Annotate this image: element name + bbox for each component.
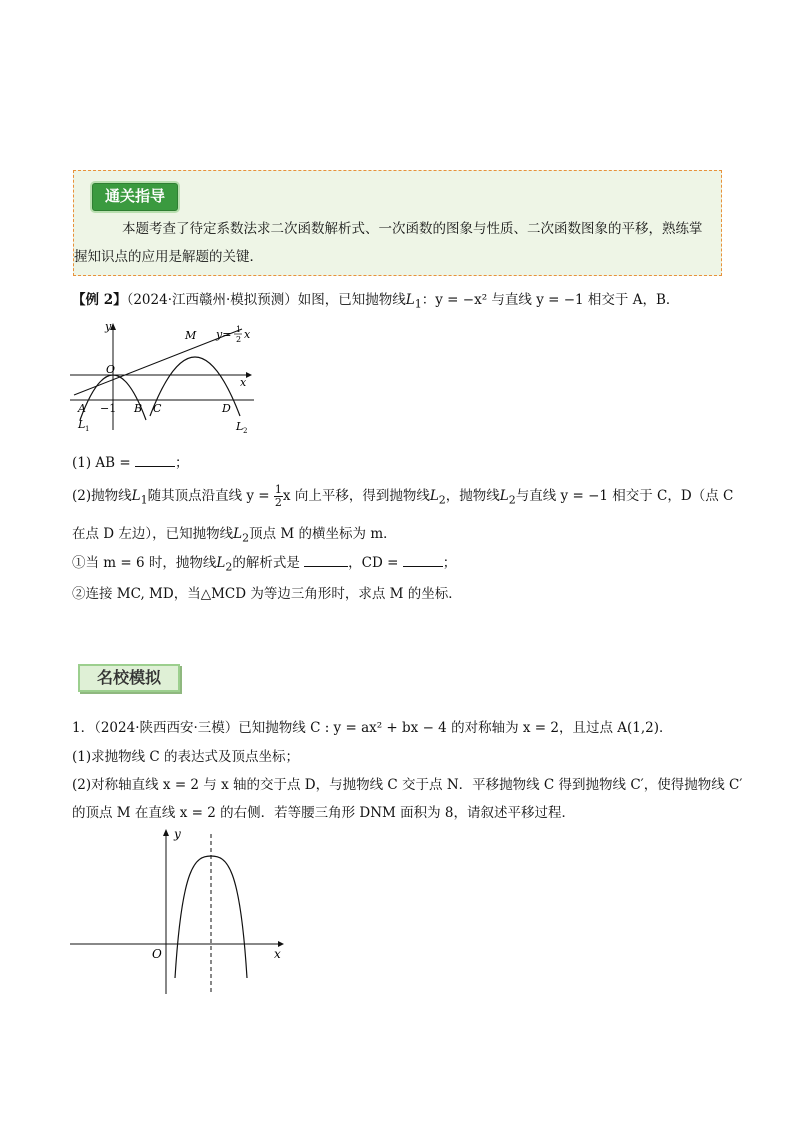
svg-text:2: 2 xyxy=(243,427,248,435)
fig-label-line-eq: y= xyxy=(216,328,232,341)
svg-text:x: x xyxy=(244,328,251,341)
fig-label-L1: L xyxy=(78,418,86,431)
p1-label-x: x xyxy=(274,947,281,961)
fig-label-minus1: −1 xyxy=(100,402,117,415)
example-equation: ：y = −x² 与直线 y = −1 相交于 A，B． xyxy=(421,292,680,308)
guide-text: 本题考查了待定系数法求二次函数解析式、一次函数的图象与性质、二次函数图象的平移，熟练掌握知识点的应用是解题的关键． xyxy=(74,221,703,265)
p1-label-y: y xyxy=(174,827,181,841)
svg-text:1: 1 xyxy=(85,425,90,433)
sub-question-1: ①当 m = 6 时，抛物线$L_2$的解析式是 ，CD = ； xyxy=(72,555,457,574)
fig-label-O: O xyxy=(106,363,116,376)
problem-1-q2-line2: 的顶点 M 在直线 x = 2 的右侧．若等腰三角形 DNM 面积为 8，请叙述平移过程． xyxy=(72,805,576,821)
fig-label-L2: L xyxy=(236,420,244,433)
example-figure xyxy=(70,318,260,438)
p1-y-axis-arrow-icon xyxy=(163,829,169,836)
fig-label-C: C xyxy=(153,402,162,415)
problem-1-q1: (1)求抛物线 C 的表达式及顶点坐标； xyxy=(72,749,300,765)
p1-parabola xyxy=(175,856,247,978)
guide-badge: 通关指导 xyxy=(90,181,180,213)
guide-box xyxy=(73,170,722,276)
fig-label-x: x xyxy=(240,376,247,389)
question-2-line1: (2)抛物线$L_1$随其顶点沿直线 y = $\frac{1}{2}$ x 向上平移，得到抛物线$L_2$，抛物线$L_2$与直线 y = −1 相交于 C，D（点 C xyxy=(72,483,734,509)
x-axis-arrow-icon xyxy=(246,372,252,378)
svg-text:2: 2 xyxy=(236,335,242,344)
fig-label-A: A xyxy=(78,402,86,415)
question-1: (1) AB = ； xyxy=(72,455,189,471)
question-2-line2: 在点 D 左边），已知抛物线$L_2$顶点 M 的横坐标为 m． xyxy=(72,526,397,545)
school-badge: 名校模拟 xyxy=(78,664,180,692)
fig-label-y: y xyxy=(105,320,112,333)
problem-1-line1: 1．（2024·陕西西安·三模）已知抛物线 C : y = ax² + bx − 4 的对称轴为 x = 2，且过点 A(1,2)． xyxy=(72,720,673,736)
example-tag: 【例 2】 xyxy=(72,292,127,308)
answer-blank-expression xyxy=(304,554,348,567)
answer-blank-cd xyxy=(403,554,443,567)
fig-label-D: D xyxy=(222,402,231,415)
p1-label-O: O xyxy=(152,947,162,961)
answer-blank-ab xyxy=(135,454,175,467)
fraction-denominator: 2 xyxy=(274,496,282,509)
svg-text:1: 1 xyxy=(236,325,242,334)
fraction-numerator: 1 xyxy=(274,483,282,496)
fig-label-M: M xyxy=(185,329,197,342)
problem-1-figure xyxy=(70,826,290,998)
problem-1-q2-line1: (2)对称轴直线 x = 2 与 x 轴的交于点 D，与抛物线 C 交于点 N．平移抛物线 C 得到抛物线 C′，使得抛物线 C′ xyxy=(72,777,743,793)
sub-question-2: ②连接 MC, MD，当△MCD 为等边三角形时，求点 M 的坐标． xyxy=(72,586,462,602)
example-header: 【例 2】（2024·江西赣州·模拟预测）如图，已知抛物线$L_1$：y = −x² 与直线 y = −1 相交于 A，B． xyxy=(72,292,680,311)
fig-label-B: B xyxy=(134,402,143,415)
example-source: （2024·江西赣州·模拟预测） xyxy=(126,292,298,308)
